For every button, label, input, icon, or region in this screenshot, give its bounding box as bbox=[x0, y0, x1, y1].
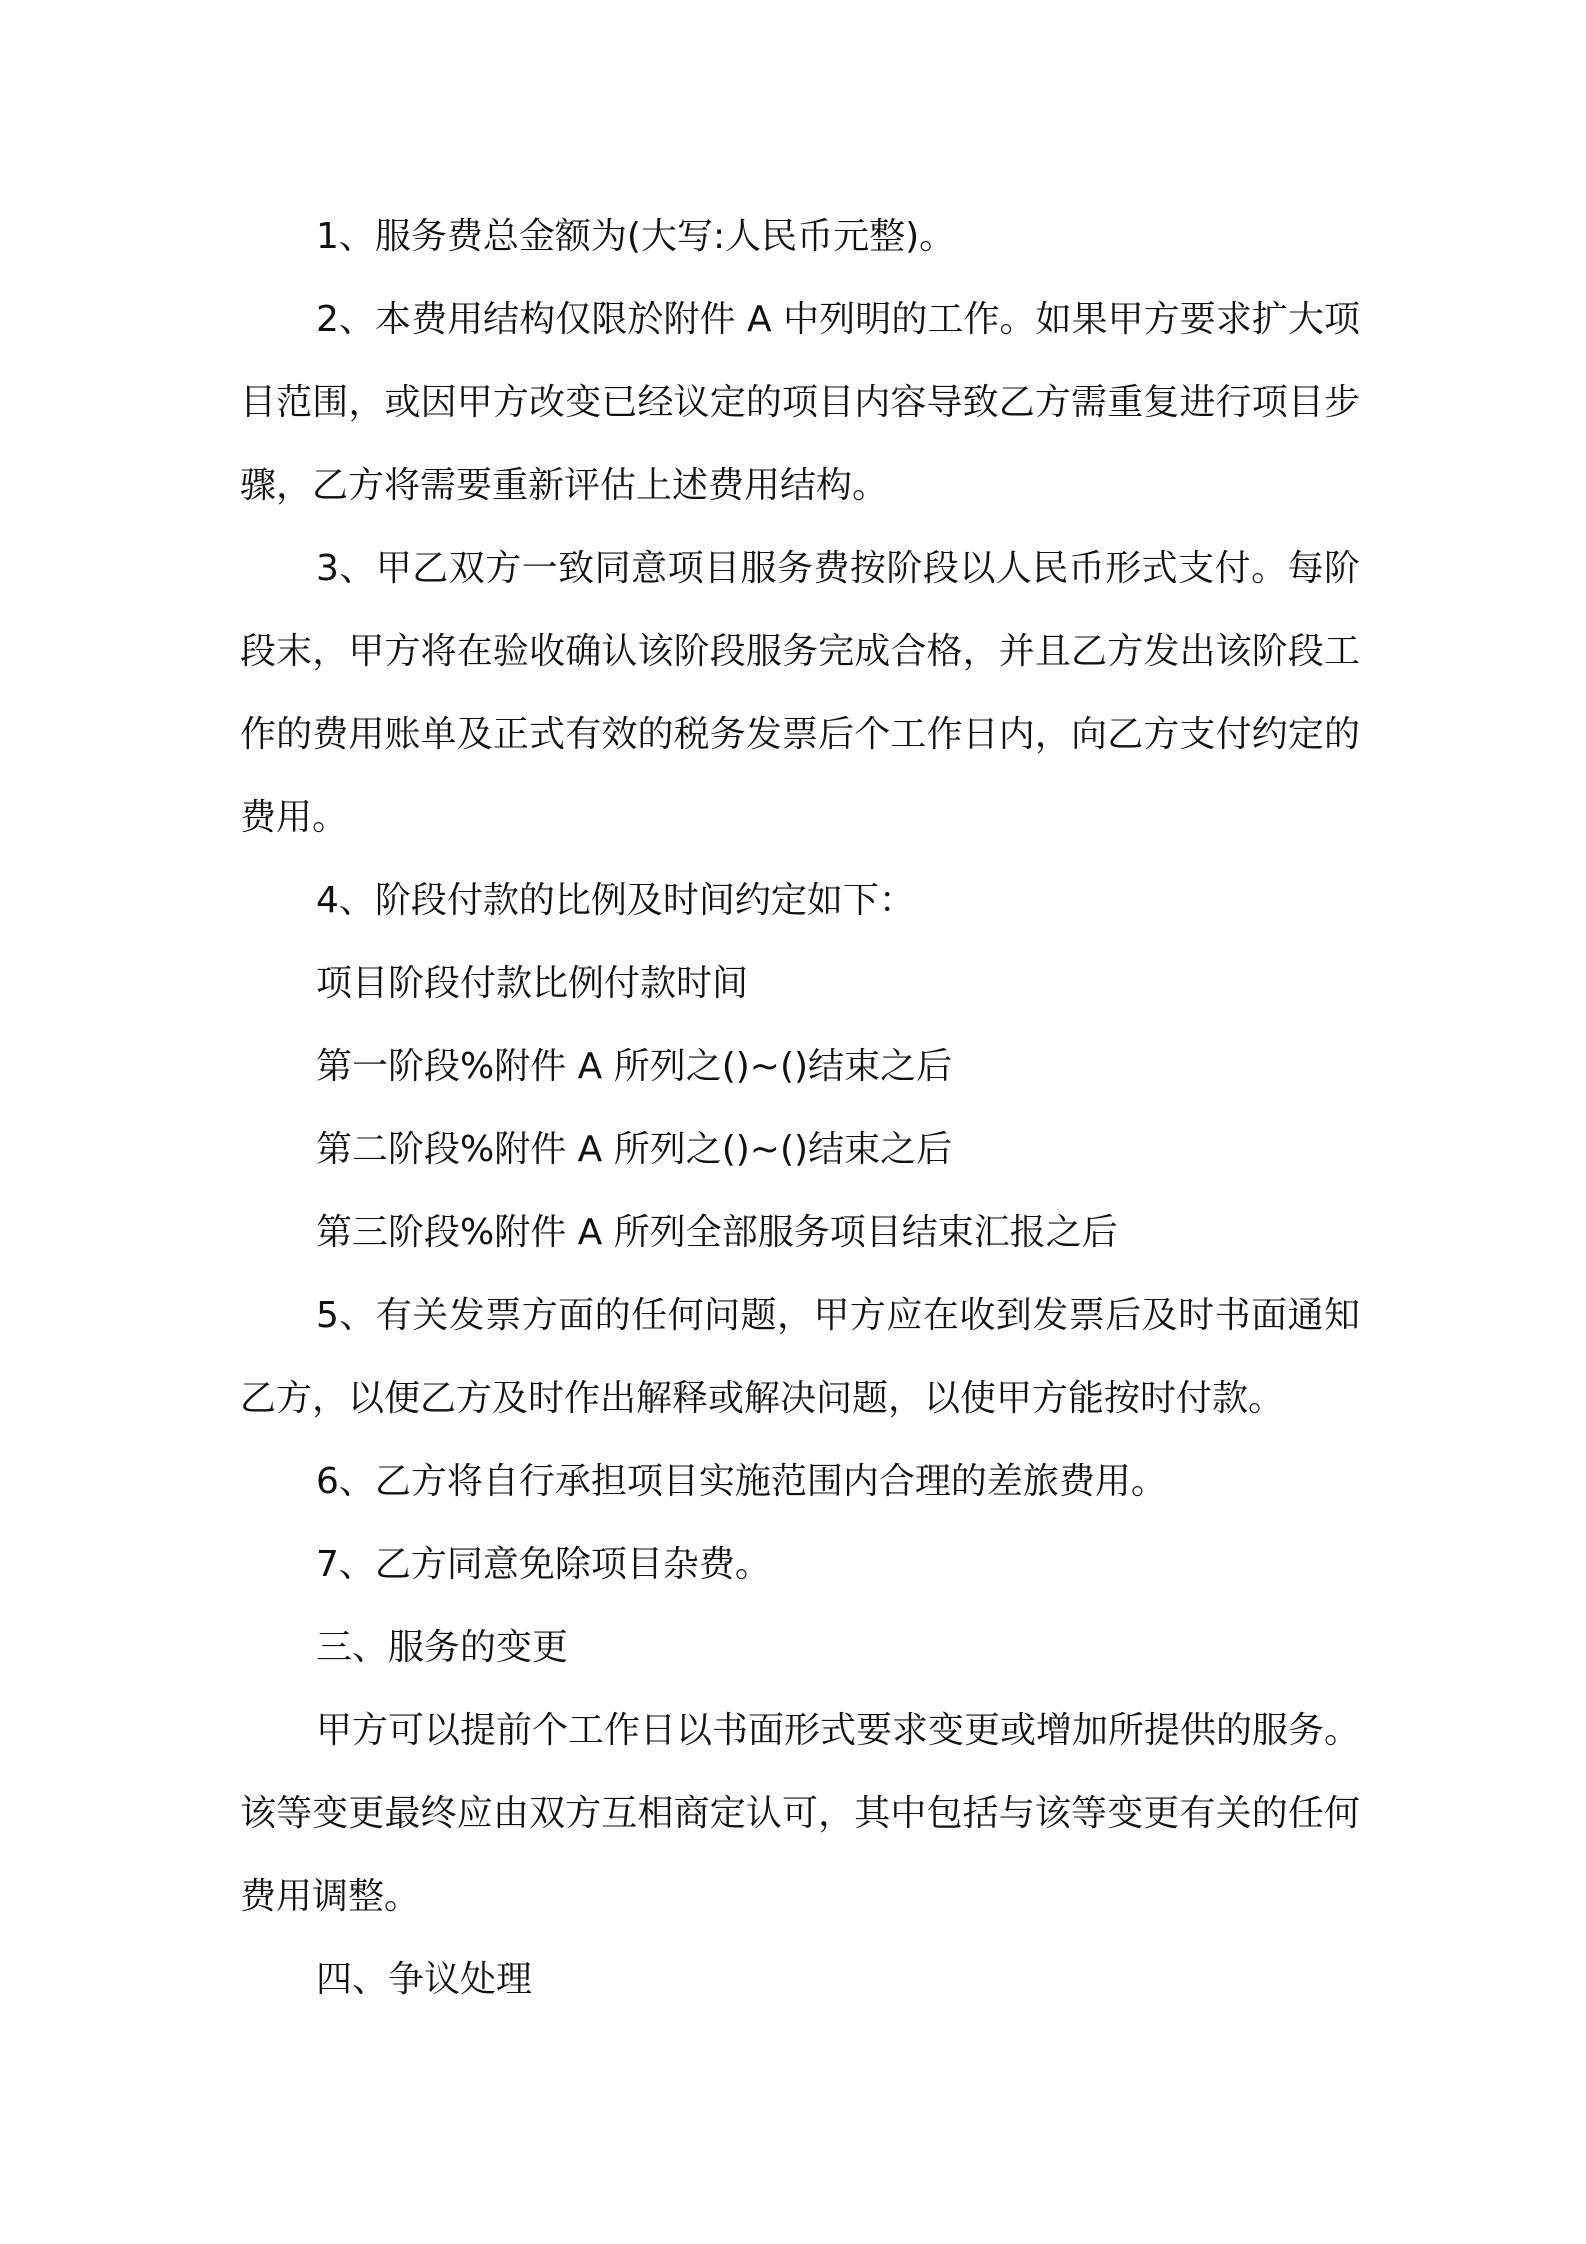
section-heading-dispute: 四、争议处理 bbox=[316, 1959, 533, 2000]
payment-stage-3: 第三阶段%附件 A 所列全部服务项目结束汇报之后 bbox=[316, 1212, 1118, 1253]
payment-stage-1: 第一阶段%附件 A 所列之()~()结束之后 bbox=[316, 1046, 953, 1087]
section-heading-service-change: 三、服务的变更 bbox=[316, 1627, 569, 1668]
clause-2-fee-structure: 2、本费用结构仅限於附件 A 中列明的工作。如果甲方要求扩大项目范围，或因甲方改变已经议定的项目内容导致乙方需重复进行项目步骤，乙方将需要重新评估上述费用结构。 bbox=[240, 299, 1360, 506]
clause-4-stage-payment: 4、阶段付款的比例及时间约定如下： bbox=[316, 880, 915, 921]
clause-1-total-fee: 1、服务费总金额为(大写:人民币元整)。 bbox=[316, 216, 956, 257]
clause-5-invoice-issues: 5、有关发票方面的任何问题，甲方应在收到发票后及时书面通知乙方，以便乙方及时作出解释或解决问题，以使甲方能按时付款。 bbox=[240, 1295, 1360, 1419]
clause-3-payment-terms: 3、甲乙双方一致同意项目服务费按阶段以人民币形式支付。每阶段末，甲方将在验收确认该阶段服务完成合格，并且乙方发出该阶段工作的费用账单及正式有效的税务发票后个工作日内，向乙方支付约定的费用。 bbox=[240, 548, 1360, 838]
clause-6-travel-expenses: 6、乙方将自行承担项目实施范围内合理的差旅费用。 bbox=[316, 1461, 1167, 1502]
clause-7-misc-fees: 7、乙方同意免除项目杂费。 bbox=[316, 1544, 771, 1585]
payment-stage-2: 第二阶段%附件 A 所列之()~()结束之后 bbox=[316, 1129, 953, 1170]
payment-table-header: 项目阶段付款比例付款时间 bbox=[316, 963, 749, 1004]
service-change-paragraph: 甲方可以提前个工作日以书面形式要求变更或增加所提供的服务。该等变更最终应由双方互相商定认可，其中包括与该等变更有关的任何费用调整。 bbox=[240, 1710, 1361, 1917]
document-body bbox=[240, 195, 1360, 2021]
